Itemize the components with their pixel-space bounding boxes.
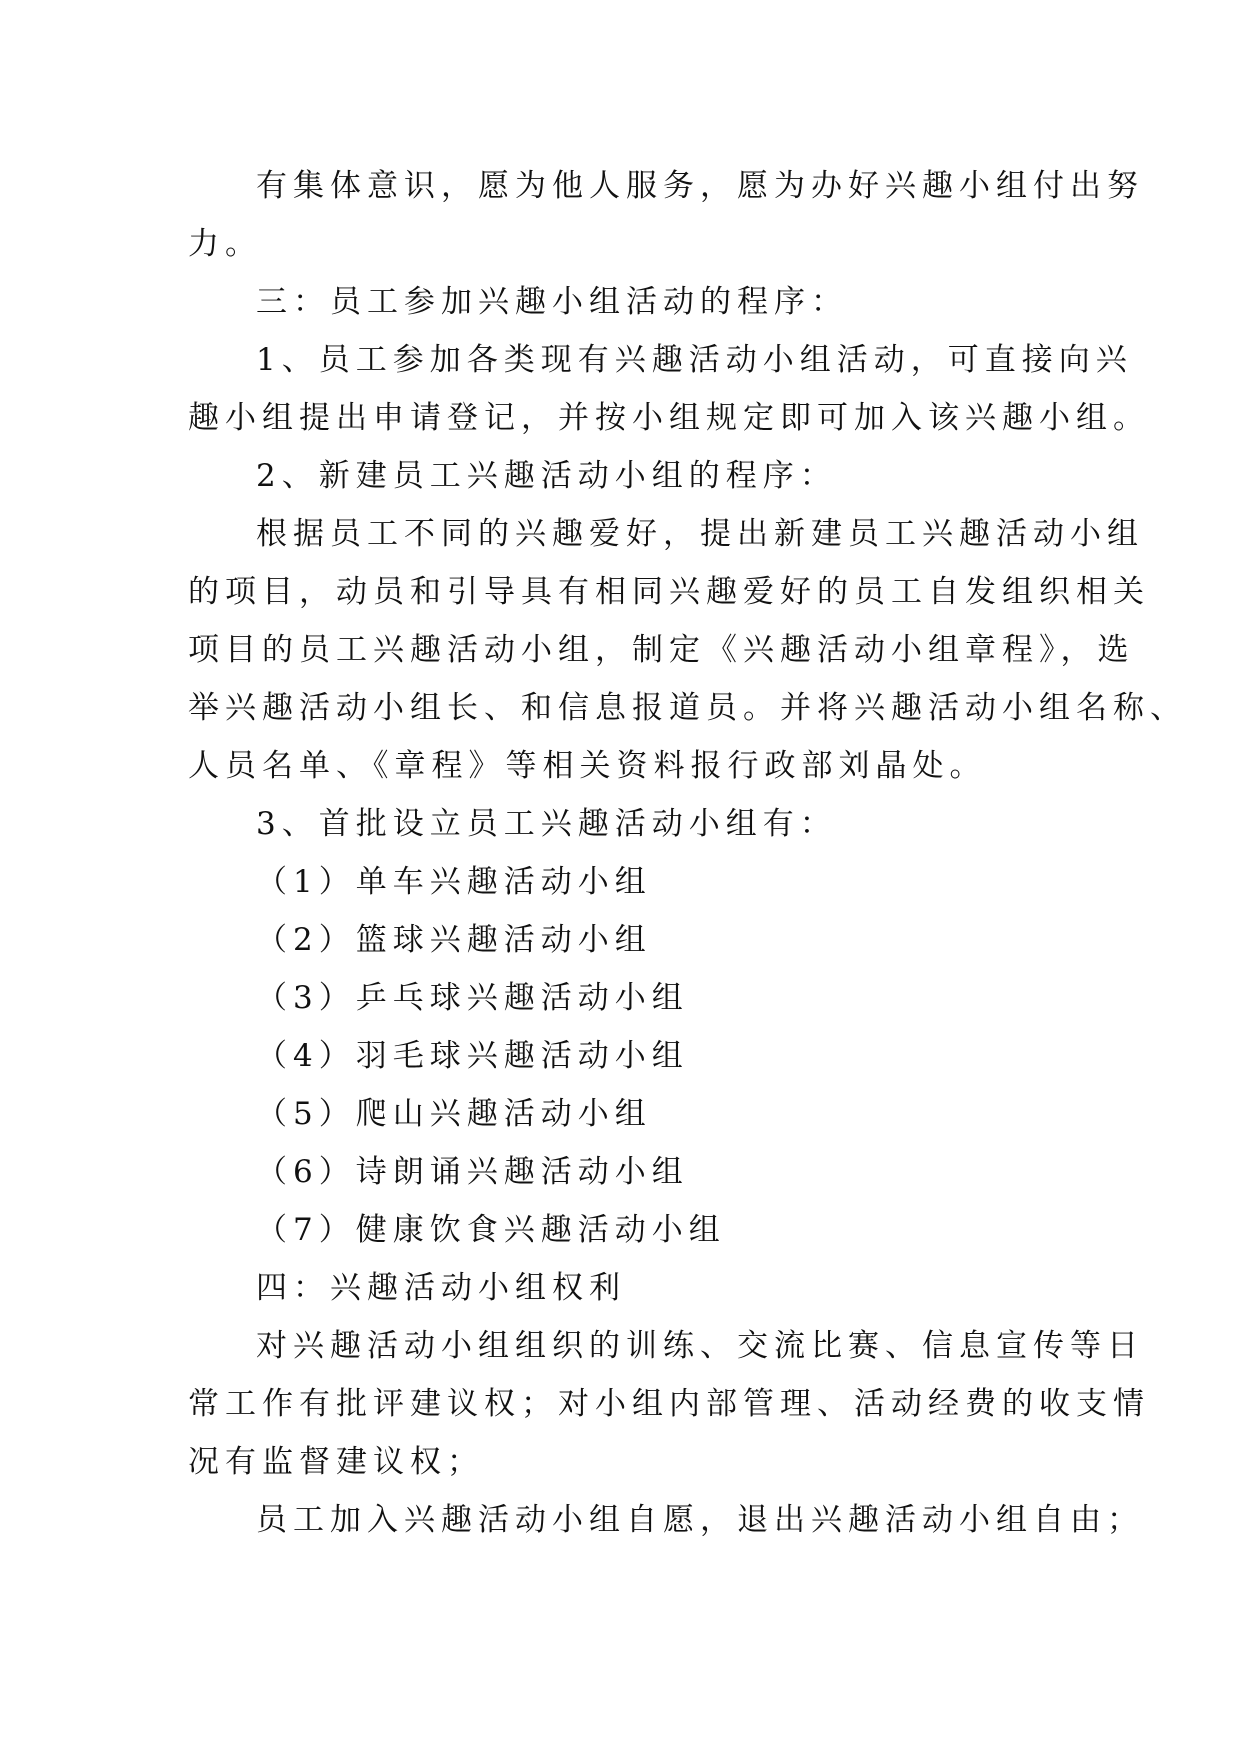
paragraph-line: 项目的员工兴趣活动小组，制定《兴趣活动小组章程》，选 (188, 632, 1135, 668)
list-item: （3）乒乓球兴趣活动小组 (256, 980, 689, 1016)
paragraph-line: 根据员工不同的兴趣爱好，提出新建员工兴趣活动小组 (256, 516, 1144, 552)
section-heading: 三：员工参加兴趣小组活动的程序： (256, 284, 848, 320)
paragraph-line: 的项目，动员和引导具有相同兴趣爱好的员工自发组织相关 (188, 574, 1150, 610)
paragraph-line: 常工作有批评建议权；对小组内部管理、活动经费的收支情 (188, 1386, 1150, 1422)
list-item: （5）爬山兴趣活动小组 (256, 1096, 652, 1132)
paragraph-line: 对兴趣活动小组组织的训练、交流比赛、信息宣传等日 (256, 1328, 1144, 1364)
paragraph-line: 举兴趣活动小组长、和信息报道员。并将兴趣活动小组名称、 (188, 690, 1187, 726)
paragraph-line: 趣小组提出申请登记，并按小组规定即可加入该兴趣小组。 (188, 400, 1150, 436)
list-item: （2）篮球兴趣活动小组 (256, 922, 652, 958)
list-item: （6）诗朗诵兴趣活动小组 (256, 1154, 689, 1190)
paragraph-line: 员工加入兴趣活动小组自愿，退出兴趣活动小组自由； (256, 1502, 1144, 1538)
list-item: （1）单车兴趣活动小组 (256, 864, 652, 900)
paragraph-line: 1、员工参加各类现有兴趣活动小组活动，可直接向兴 (256, 342, 1133, 378)
list-item: （7）健康饮食兴趣活动小组 (256, 1212, 726, 1248)
paragraph-line: 有集体意识，愿为他人服务，愿为办好兴趣小组付出努 (256, 168, 1144, 204)
section-heading: 四：兴趣活动小组权利 (256, 1270, 626, 1306)
paragraph-line: 况有监督建议权； (188, 1444, 484, 1480)
list-item: （4）羽毛球兴趣活动小组 (256, 1038, 689, 1074)
paragraph-line: 3、首批设立员工兴趣活动小组有： (256, 806, 837, 842)
paragraph-line: 力。 (188, 226, 262, 262)
paragraph-line: 2、新建员工兴趣活动小组的程序： (256, 458, 837, 494)
paragraph-line: 人员名单、《章程》等相关资料报行政部刘晶处。 (188, 748, 987, 784)
